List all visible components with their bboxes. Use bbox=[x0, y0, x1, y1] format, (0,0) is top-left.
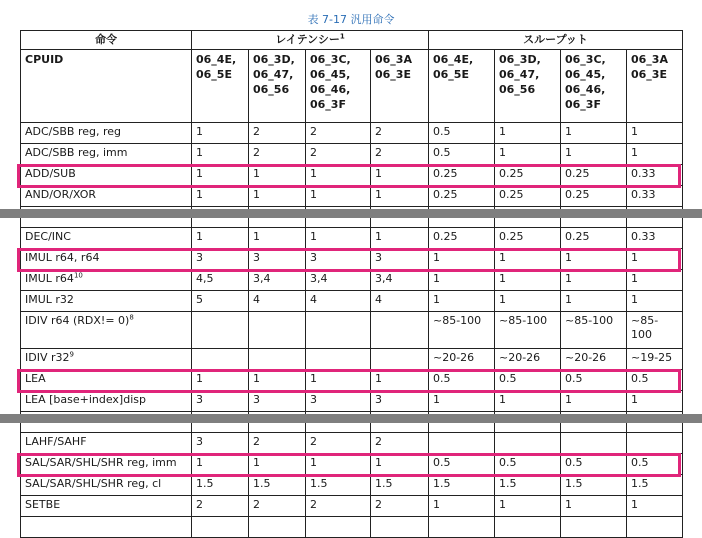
header-instruction: 命令 bbox=[21, 31, 192, 50]
footnote-ref: 8 bbox=[129, 313, 134, 322]
throughput-cell bbox=[429, 433, 495, 454]
header-cpuid-latency-4 bbox=[371, 50, 429, 123]
table-row bbox=[21, 144, 683, 165]
throughput-cell: 1 bbox=[429, 291, 495, 312]
latency-cell: 5 bbox=[192, 291, 249, 312]
cpuid-line: 06_3D, bbox=[499, 53, 541, 66]
latency-cell: 3 bbox=[249, 249, 306, 270]
header-cpuid-latency-1 bbox=[192, 50, 249, 123]
latency-cell: 2 bbox=[306, 496, 371, 517]
throughput-cell: ~85- 100 bbox=[627, 312, 683, 349]
throughput-cell: 1 bbox=[627, 249, 683, 270]
throughput-cell: 0.5 bbox=[429, 454, 495, 475]
throughput-cell: 1 bbox=[429, 270, 495, 291]
throughput-cell: 0.25 bbox=[495, 228, 561, 249]
cpuid-line: 06_47, bbox=[499, 68, 540, 81]
throughput-cell: 1 bbox=[627, 123, 683, 144]
latency-cell: 2 bbox=[306, 123, 371, 144]
throughput-cell: 0.25 bbox=[429, 186, 495, 207]
throughput-cell: 1 bbox=[627, 391, 683, 412]
latency-cell: 3 bbox=[192, 391, 249, 412]
throughput-cell: 1 bbox=[495, 291, 561, 312]
table-row bbox=[21, 433, 683, 454]
cpuid-line: 06_3A bbox=[375, 53, 412, 66]
cpuid-line: 06_5E bbox=[196, 68, 232, 81]
latency-cell: 1 bbox=[306, 186, 371, 207]
cpuid-line: 06_47, bbox=[253, 68, 294, 81]
latency-cell: 1 bbox=[249, 454, 306, 475]
latency-cell: 1.5 bbox=[371, 475, 429, 496]
latency-cell: 2 bbox=[249, 433, 306, 454]
latency-cell bbox=[371, 517, 429, 538]
latency-cell: 3 bbox=[306, 391, 371, 412]
instruction-name: IMUL r32 bbox=[21, 291, 192, 312]
latency-cell: 1.5 bbox=[249, 475, 306, 496]
throughput-cell: 0.33 bbox=[627, 186, 683, 207]
throughput-cell bbox=[495, 433, 561, 454]
throughput-cell: 0.33 bbox=[627, 228, 683, 249]
throughput-cell: 1 bbox=[429, 391, 495, 412]
table-row bbox=[21, 475, 683, 496]
table-row bbox=[21, 349, 683, 370]
table-row bbox=[21, 496, 683, 517]
throughput-cell: ~20-26 bbox=[561, 349, 627, 370]
instruction-name: LAHF/SAHF bbox=[21, 433, 192, 454]
throughput-cell: 0.25 bbox=[429, 228, 495, 249]
throughput-cell: 1.5 bbox=[429, 475, 495, 496]
table-row bbox=[21, 391, 683, 412]
throughput-cell: ~19-25 bbox=[627, 349, 683, 370]
latency-cell: 1 bbox=[192, 454, 249, 475]
latency-cell: 2 bbox=[371, 496, 429, 517]
throughput-cell: 1.5 bbox=[495, 475, 561, 496]
throughput-cell: ~85-100 bbox=[561, 312, 627, 349]
latency-cell bbox=[306, 312, 371, 349]
latency-cell: 1 bbox=[249, 228, 306, 249]
throughput-cell: 0.5 bbox=[495, 454, 561, 475]
throughput-cell: 1 bbox=[561, 496, 627, 517]
latency-cell: 3 bbox=[371, 391, 429, 412]
latency-cell: 3 bbox=[249, 391, 306, 412]
instruction-name: ADC/SBB reg, imm bbox=[21, 144, 192, 165]
header-latency: レイテンシー$^1$ bbox=[192, 31, 429, 50]
cpuid-line: 06_46, bbox=[565, 83, 606, 96]
cpuid-line: 06_46, bbox=[310, 83, 351, 96]
instruction-name: IMUL r64, r64 bbox=[21, 249, 192, 270]
instruction-name: ADC/SBB reg, reg bbox=[21, 123, 192, 144]
table-row bbox=[21, 270, 683, 291]
latency-cell bbox=[371, 312, 429, 349]
latency-cell: 1 bbox=[249, 165, 306, 186]
throughput-cell: ~20-26 bbox=[495, 349, 561, 370]
throughput-cell: 1 bbox=[495, 270, 561, 291]
latency-cell: 2 bbox=[249, 144, 306, 165]
latency-cell: 2 bbox=[306, 433, 371, 454]
throughput-cell: 1 bbox=[495, 249, 561, 270]
cpuid-line: 06_4E, bbox=[433, 53, 474, 66]
latency-cell: 1 bbox=[371, 370, 429, 391]
throughput-cell: 1 bbox=[627, 144, 683, 165]
table-row bbox=[21, 228, 683, 249]
latency-cell: 3 bbox=[306, 249, 371, 270]
throughput-cell bbox=[627, 433, 683, 454]
throughput-cell: 1 bbox=[561, 291, 627, 312]
latency-cell: 3 bbox=[192, 433, 249, 454]
cpuid-line: 06_56 bbox=[253, 83, 290, 96]
instruction-name: ADD/SUB bbox=[21, 165, 192, 186]
cpuid-line: 06_3A bbox=[631, 53, 668, 66]
throughput-cell: 1 bbox=[495, 123, 561, 144]
latency-cell: 2 bbox=[371, 123, 429, 144]
latency-cell: 3,4 bbox=[306, 270, 371, 291]
table-row bbox=[21, 517, 683, 538]
throughput-cell: 0.5 bbox=[429, 370, 495, 391]
throughput-cell bbox=[495, 517, 561, 538]
throughput-cell: 0.5 bbox=[429, 123, 495, 144]
throughput-cell: ~85-100 bbox=[429, 312, 495, 349]
latency-cell: 1 bbox=[192, 144, 249, 165]
throughput-cell: 1 bbox=[561, 123, 627, 144]
latency-cell: 1 bbox=[371, 228, 429, 249]
latency-cell: 1.5 bbox=[306, 475, 371, 496]
instruction-name: LEA bbox=[21, 370, 192, 391]
cpuid-line: 06_3D, bbox=[253, 53, 295, 66]
latency-cell: 1 bbox=[306, 228, 371, 249]
throughput-cell: 1 bbox=[429, 496, 495, 517]
latency-cell: 2 bbox=[249, 123, 306, 144]
latency-cell: 1 bbox=[371, 165, 429, 186]
latency-cell: 3 bbox=[192, 249, 249, 270]
instruction-name: IMUL $r64^{10}$ bbox=[21, 270, 192, 291]
table-caption: 表 7-17 汎用命令 bbox=[307, 13, 395, 26]
latency-cell: 1 bbox=[371, 454, 429, 475]
throughput-cell bbox=[429, 517, 495, 538]
latency-cell: 1 bbox=[249, 186, 306, 207]
throughput-cell: 0.5 bbox=[627, 370, 683, 391]
cpuid-line: 06_56 bbox=[499, 83, 536, 96]
latency-cell: 1 bbox=[192, 165, 249, 186]
throughput-cell: 0.5 bbox=[561, 454, 627, 475]
throughput-cell: 1 bbox=[495, 391, 561, 412]
footnote-ref: 9 bbox=[69, 350, 74, 359]
table-row bbox=[21, 123, 683, 144]
latency-cell: 1 bbox=[192, 186, 249, 207]
throughput-cell: 1 bbox=[561, 249, 627, 270]
throughput-cell: 0.25 bbox=[495, 186, 561, 207]
throughput-cell: 0.5 bbox=[561, 370, 627, 391]
instruction-name: DEC/INC bbox=[21, 228, 192, 249]
throughput-cell: 0.5 bbox=[429, 144, 495, 165]
header-cpuid: CPUID bbox=[21, 50, 192, 123]
latency-cell: 1 bbox=[306, 454, 371, 475]
latency-cell: 3,4 bbox=[371, 270, 429, 291]
throughput-cell: 1 bbox=[627, 291, 683, 312]
latency-cell bbox=[306, 349, 371, 370]
throughput-cell: 1.5 bbox=[627, 475, 683, 496]
cpuid-line: 06_3F bbox=[310, 98, 346, 111]
latency-cell: 1 bbox=[371, 186, 429, 207]
latency-cell: 3 bbox=[371, 249, 429, 270]
cpuid-line: 06_3C, bbox=[310, 53, 351, 66]
latency-cell: 4,5 bbox=[192, 270, 249, 291]
throughput-cell: 1 bbox=[495, 144, 561, 165]
latency-cell bbox=[306, 517, 371, 538]
table-row bbox=[21, 186, 683, 207]
latency-cell: 2 bbox=[371, 433, 429, 454]
throughput-cell: 1 bbox=[561, 391, 627, 412]
throughput-cell: 0.5 bbox=[495, 370, 561, 391]
throughput-cell: 0.25 bbox=[429, 165, 495, 186]
table-row bbox=[21, 165, 683, 186]
latency-cell: 1 bbox=[306, 370, 371, 391]
header-cpuid-throughput-3 bbox=[561, 50, 627, 123]
header-cpuid-latency-3 bbox=[306, 50, 371, 123]
instruction-name: AND/OR/XOR bbox=[21, 186, 192, 207]
throughput-cell: 1 bbox=[627, 270, 683, 291]
latency-cell bbox=[192, 349, 249, 370]
table-row bbox=[21, 454, 683, 475]
table-row bbox=[21, 249, 683, 270]
header-cpuid-throughput-1 bbox=[429, 50, 495, 123]
instruction-name: IDIV r64 (RDX!= 0)$^8$ bbox=[21, 312, 192, 349]
cpuid-line: 06_45, bbox=[310, 68, 351, 81]
cpuid-line: 06_5E bbox=[433, 68, 469, 81]
header-cpuid-throughput-2 bbox=[495, 50, 561, 123]
throughput-cell: 0.5 bbox=[627, 454, 683, 475]
throughput-cell: 0.33 bbox=[627, 165, 683, 186]
latency-cell bbox=[192, 312, 249, 349]
cpuid-line: 06_3C, bbox=[565, 53, 606, 66]
latency-cell bbox=[249, 517, 306, 538]
latency-cell: 1 bbox=[192, 123, 249, 144]
instruction-name: SETBE bbox=[21, 496, 192, 517]
throughput-cell: 1 bbox=[561, 144, 627, 165]
latency-cell: 4 bbox=[371, 291, 429, 312]
throughput-cell: ~20-26 bbox=[429, 349, 495, 370]
page-fold-bar bbox=[0, 414, 702, 423]
throughput-cell: 0.25 bbox=[495, 165, 561, 186]
latency-cell bbox=[249, 349, 306, 370]
latency-cell: 2 bbox=[306, 144, 371, 165]
header-throughput: スループット bbox=[429, 31, 683, 50]
latency-cell: 1 bbox=[192, 370, 249, 391]
cpuid-line: 06_3E bbox=[631, 68, 667, 81]
latency-cell: 2 bbox=[192, 496, 249, 517]
throughput-cell bbox=[627, 517, 683, 538]
instruction-name: IDIV $r32^9$ bbox=[21, 349, 192, 370]
table-row bbox=[21, 291, 683, 312]
throughput-cell bbox=[561, 517, 627, 538]
latency-cell bbox=[249, 312, 306, 349]
throughput-cell: 0.25 bbox=[561, 165, 627, 186]
latency-cell: 1 bbox=[306, 165, 371, 186]
latency-cell: 1 bbox=[249, 370, 306, 391]
cpuid-line: 06_3E bbox=[375, 68, 411, 81]
table-row bbox=[21, 312, 683, 349]
latency-cell: 1 bbox=[192, 228, 249, 249]
throughput-cell: 1 bbox=[561, 270, 627, 291]
general-purpose-instructions-table bbox=[20, 30, 683, 538]
throughput-cell: 0.25 bbox=[561, 228, 627, 249]
latency-cell: 3,4 bbox=[249, 270, 306, 291]
cpuid-line: 06_3F bbox=[565, 98, 601, 111]
instruction-name bbox=[21, 517, 192, 538]
latency-cell bbox=[192, 517, 249, 538]
header-cpuid-latency-2 bbox=[249, 50, 306, 123]
footnote-ref: 10 bbox=[73, 271, 83, 280]
cpuid-line: 06_4E, bbox=[196, 53, 237, 66]
throughput-cell bbox=[561, 433, 627, 454]
latency-cell: 4 bbox=[306, 291, 371, 312]
table-row bbox=[21, 370, 683, 391]
instruction-name: SAL/SAR/SHL/SHR reg, cl bbox=[21, 475, 192, 496]
latency-cell: 1.5 bbox=[192, 475, 249, 496]
instruction-name: SAL/SAR/SHL/SHR reg, imm bbox=[21, 454, 192, 475]
throughput-cell: 0.25 bbox=[561, 186, 627, 207]
latency-cell bbox=[371, 349, 429, 370]
instruction-name: LEA [base+index]disp bbox=[21, 391, 192, 412]
latency-cell: 4 bbox=[249, 291, 306, 312]
latency-cell: 2 bbox=[249, 496, 306, 517]
throughput-cell: 1.5 bbox=[561, 475, 627, 496]
cpuid-line: 06_45, bbox=[565, 68, 606, 81]
header-cpuid-throughput-4 bbox=[627, 50, 683, 123]
latency-cell: 2 bbox=[371, 144, 429, 165]
throughput-cell: 1 bbox=[429, 249, 495, 270]
page-fold-bar bbox=[0, 209, 702, 218]
throughput-cell: 1 bbox=[627, 496, 683, 517]
throughput-cell: ~85-100 bbox=[495, 312, 561, 349]
throughput-cell: 1 bbox=[495, 496, 561, 517]
